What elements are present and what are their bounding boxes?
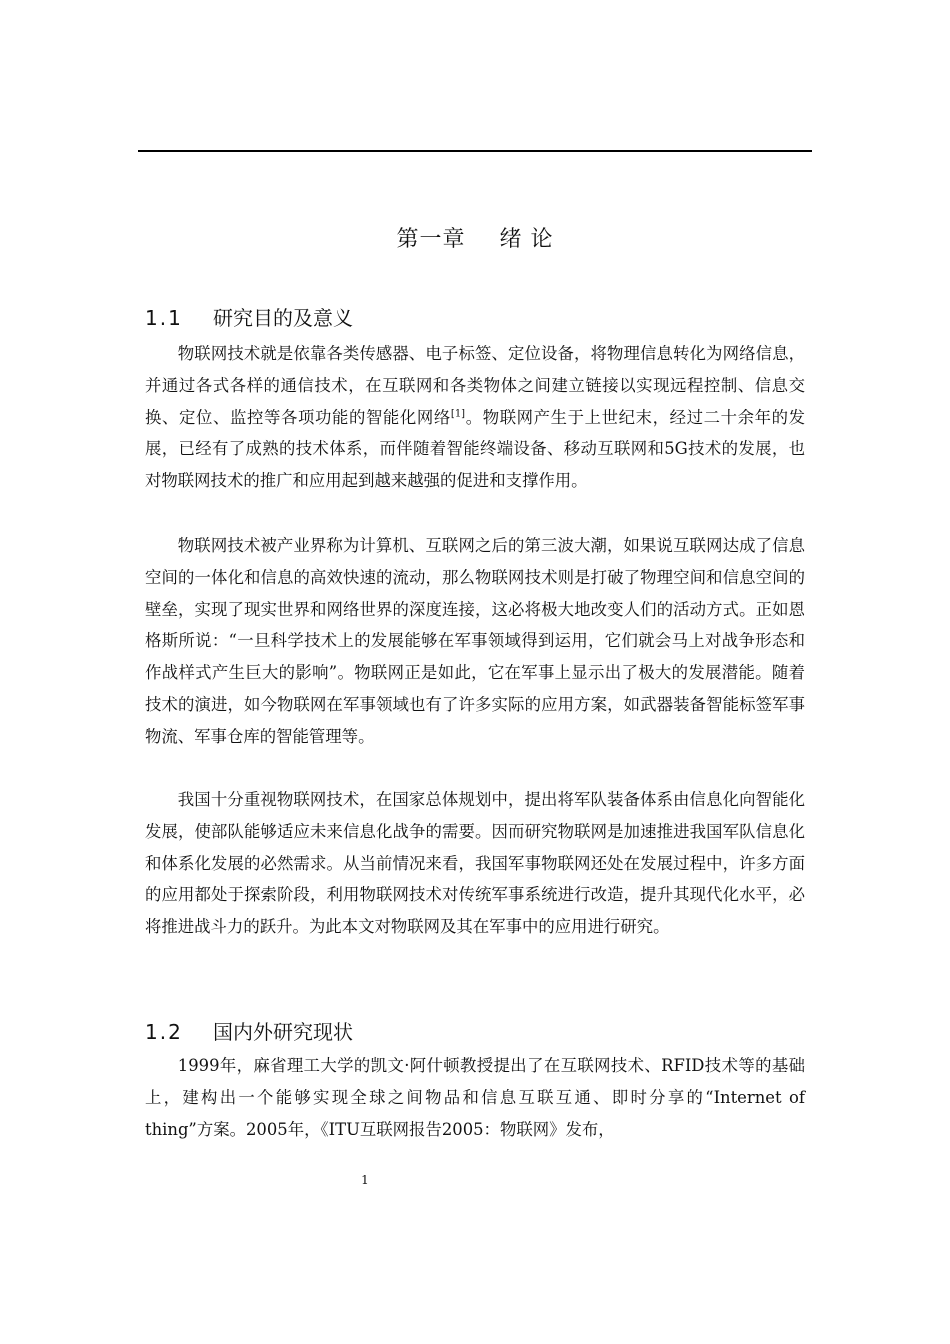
citation-ref: [1] <box>450 408 466 420</box>
section-title: 研究目的及意义 <box>213 306 353 330</box>
paragraph-1 <box>145 338 805 497</box>
paragraph-4: 1999年，麻省理工大学的凯文·阿什顿教授提出了在互联网技术、RFID技术等的基础上，建构出一个能够实现全球之间物品和信息互联互通、即时分享的“Internet of thing”方案。2005年，《ITU互联网报告2005：物联网》发布， <box>145 1056 805 1139</box>
paragraph-3: 我国十分重视物联网技术，在国家总体规划中，提出将军队装备体系由信息化向智能化发展，使部队能够适应未来信息化战争的需要。因而研究物联网是加速推进我国军队信息化和体系化发展的必然需求。从当前情况来看，我国军事物联网还处在发展过程中，许多方面的应用都处于探索阶段，利用物联网技术对传统军事系统进行改造，提升其现代化水平，必将推进战斗力的跃升。为此本文对物联网及其在军事中的应用进行研究。 <box>145 790 805 937</box>
section-title: 国内外研究现状 <box>213 1020 353 1044</box>
page-number: 1 <box>361 1173 369 1187</box>
paragraph-1-text: 物联网技术就是依靠各类传感器、电子标签、定位设备，将物理信息转化为网络信息，并通过各式各样的通信技术，在互联网和各类物体之间建立链接以实现远程控制、信息交换、定位、监控等各项功能的智能化网络 <box>145 344 805 427</box>
section-number: 1.2 <box>145 1020 183 1044</box>
section-heading-1-1 <box>145 302 353 331</box>
paragraph-1-text-cont: 。物联网产生于上世纪末，经过二十余年的发展，已经有了成熟的技术体系，而伴随着智能终端设备、移动互联网和5G技术的发展，也对物联网技术的推广和应用起到越来越强的促进和支撑作用。 <box>145 407 806 491</box>
paragraph-2: 物联网技术被产业界称为计算机、互联网之后的第三波大潮，如果说互联网达成了信息空间的一体化和信息的高效快速的流动，那么物联网技术则是打破了物理空间和信息空间的壁垒，实现了现实世界和网络世界的深度连接，这必将极大地改变人们的活动方式。正如恩格斯所说：“一旦科学技术上的发展能够在军事领域得到运用，它们就会马上对战争形态和作战样式产生巨大的影响”。物联网正是如此，它在军事上显示出了极大的发展潜能。随着技术的演进，如今物联网在军事领域也有了许多实际的应用方案，如武器装备智能标签军事物流、军事仓库的智能管理等。 <box>145 536 805 746</box>
chapter-title <box>0 222 950 253</box>
chapter-name: 绪 论 <box>499 227 554 252</box>
header-rule <box>138 150 812 152</box>
chapter-number: 第一章 <box>396 227 466 252</box>
section-heading-1-2 <box>145 1016 353 1045</box>
section-number: 1.1 <box>145 306 183 330</box>
